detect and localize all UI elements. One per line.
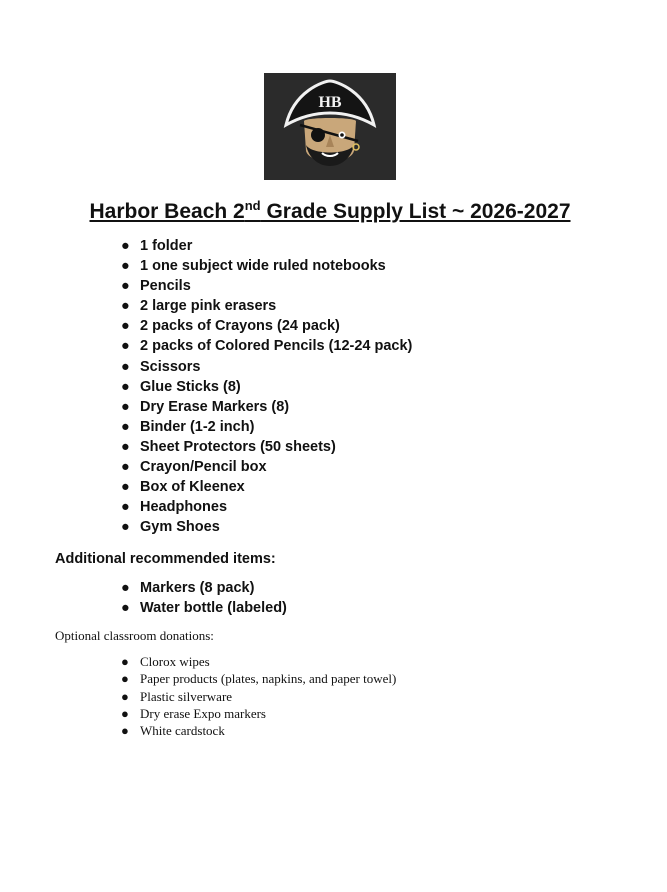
bullet-icon: ● [121,418,130,435]
bullet-icon: ● [121,479,130,496]
bullet-icon: ● [121,723,129,739]
list-item: ● Water bottle (labeled) [140,598,287,618]
bullet-icon: ● [121,358,130,375]
svg-text:HB: HB [318,94,342,111]
list-item: ● 2 packs of Crayons (24 pack) [140,316,412,336]
bullet-icon: ● [121,378,130,395]
list-item: ● Scissors [140,357,412,377]
optional-heading: Optional classroom donations: [55,628,214,643]
bullet-icon: ● [121,459,130,476]
bullet-icon: ● [121,258,130,275]
title-suffix: Grade Supply List ~ 2026-2027 [260,200,571,223]
list-item: ● Plastic silverware [121,688,233,704]
list-item: ● Sheet Protectors (50 sheets) [140,437,412,457]
list-item: ● Headphones [140,497,412,517]
title-prefix: Harbor Beach 2 [89,200,245,223]
list-item: ● Box of Kleenex [140,477,412,497]
pirate-mascot-icon [264,73,396,180]
bullet-icon: ● [121,298,130,315]
bullet-icon: ● [121,338,130,355]
list-item: ● 1 one subject wide ruled notebooks [140,256,412,276]
bullet-icon: ● [121,688,129,704]
school-logo [264,73,396,180]
bullet-icon: ● [121,671,129,687]
page-title [0,198,660,226]
list-item: ● Glue Sticks (8) [140,377,412,397]
list-item: ● Crayon/Pencil box [140,457,412,477]
list-item: ● Dry erase Expo markers [121,705,266,721]
bullet-icon: ● [121,238,130,254]
list-item: ● Paper products (plates, napkins, and paper towel) [121,671,397,687]
bullet-icon: ● [121,438,130,455]
optional-list [121,653,397,739]
recommended-heading: Additional recommended items: [55,551,276,567]
bullet-icon: ● [121,499,130,516]
bullet-icon: ● [121,318,130,335]
list-item: ● 2 large pink erasers [140,296,412,316]
list-item: ● 2 packs of Colored Pencils (12-24 pack) [140,336,412,356]
bullet-icon: ● [121,600,130,617]
bullet-icon: ● [121,580,130,596]
list-item: ● White cardstock [121,723,225,739]
list-item: ● Dry Erase Markers (8) [140,397,412,417]
bullet-icon: ● [121,398,130,415]
supply-list [121,236,413,537]
list-item: ● Pencils [140,276,412,296]
bullet-icon: ● [121,654,129,669]
list-item: ● Binder (1-2 inch) [140,417,412,437]
recommended-list [121,578,287,618]
title-superscript: nd [244,198,261,213]
list-item: ● Gym Shoes [140,517,412,537]
bullet-icon: ● [121,519,130,536]
list-item: ● 1 folder [140,236,412,256]
bullet-icon: ● [121,705,129,721]
list-item: ● Markers (8 pack) [140,578,287,598]
list-item: ● Clorox wipes [121,654,210,669]
bullet-icon: ● [121,278,130,295]
